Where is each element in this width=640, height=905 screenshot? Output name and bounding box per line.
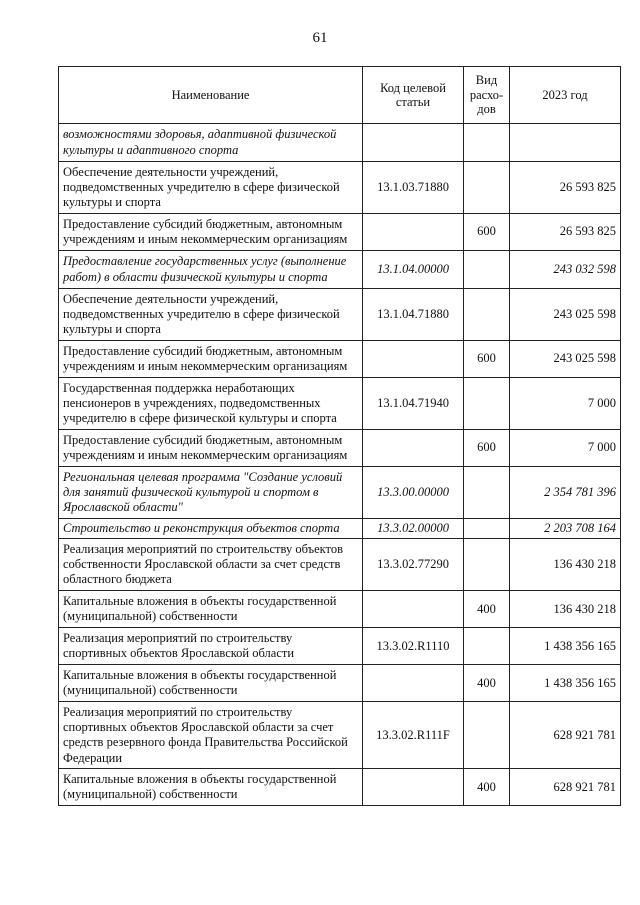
row-amount-cell: 243 032 598 (510, 251, 621, 289)
table-row (59, 289, 621, 341)
header-name: Наименование (59, 67, 363, 124)
table-header-row (59, 67, 621, 124)
row-name-cell: Обеспечение деятельности учреждений, подведомственных учредителю в сфере физической культуры и спорта (59, 162, 363, 214)
row-code-cell (363, 214, 464, 251)
table-row (59, 430, 621, 467)
row-name-cell: Реализация мероприятий по строительству спортивных объектов Ярославской области за счет средств резервного фонда Правительства Российской Федерации (59, 702, 363, 769)
row-code-cell: 13.1.04.71940 (363, 378, 464, 430)
table-row (59, 539, 621, 591)
page-number: 61 (312, 30, 328, 46)
row-code-cell (363, 591, 464, 628)
table-row (59, 702, 621, 769)
row-code-cell: 13.1.04.00000 (363, 251, 464, 289)
budget-table (58, 66, 621, 806)
row-code-cell (363, 665, 464, 702)
row-name-cell: Реализация мероприятий по строительству спортивных объектов Ярославской области (59, 628, 363, 665)
row-expense-type-cell (464, 378, 510, 430)
row-expense-type-cell: 400 (464, 769, 510, 806)
row-amount-cell (510, 124, 621, 162)
row-name-cell: Капитальные вложения в объекты государственной (муниципальной) собственности (59, 591, 363, 628)
table-row (59, 665, 621, 702)
row-amount-cell: 26 593 825 (510, 162, 621, 214)
table-row (59, 628, 621, 665)
row-expense-type-cell: 400 (464, 591, 510, 628)
row-amount-cell: 136 430 218 (510, 539, 621, 591)
row-code-cell: 13.1.03.71880 (363, 162, 464, 214)
row-amount-cell: 243 025 598 (510, 289, 621, 341)
row-name-cell: Региональная целевая программа "Создание условий для занятий физической культурой и спортом в Ярославской области" (59, 467, 363, 519)
row-expense-type-cell (464, 162, 510, 214)
row-name-cell: Капитальные вложения в объекты государственной (муниципальной) собственности (59, 769, 363, 806)
row-expense-type-cell (464, 539, 510, 591)
table-row (59, 251, 621, 289)
row-expense-type-cell (464, 702, 510, 769)
row-expense-type-cell (464, 124, 510, 162)
row-name-cell: Государственная поддержка неработающих пенсионеров в учреждениях, подведомственных учредителю в сфере физической культуры и спорта (59, 378, 363, 430)
row-name-cell: Капитальные вложения в объекты государственной (муниципальной) собственности (59, 665, 363, 702)
row-code-cell (363, 430, 464, 467)
row-code-cell (363, 769, 464, 806)
row-expense-type-cell: 600 (464, 341, 510, 378)
row-name-cell: Предоставление субсидий бюджетным, автономным учреждениям и иным некоммерческим организациям (59, 430, 363, 467)
row-expense-type-cell (464, 628, 510, 665)
table-body (59, 124, 621, 806)
row-amount-cell: 628 921 781 (510, 769, 621, 806)
table-row (59, 769, 621, 806)
row-name-cell: Строительство и реконструкция объектов спорта (59, 519, 363, 539)
row-expense-type-cell (464, 519, 510, 539)
header-code: Код целевой статьи (363, 67, 464, 124)
row-expense-type-cell: 600 (464, 214, 510, 251)
table-row (59, 124, 621, 162)
table-row (59, 214, 621, 251)
row-expense-type-cell: 600 (464, 430, 510, 467)
row-code-cell (363, 124, 464, 162)
row-amount-cell: 2 354 781 396 (510, 467, 621, 519)
row-name-cell: Предоставление субсидий бюджетным, автономным учреждениям и иным некоммерческим организациям (59, 341, 363, 378)
row-name-cell: Предоставление субсидий бюджетным, автономным учреждениям и иным некоммерческим организациям (59, 214, 363, 251)
row-amount-cell: 26 593 825 (510, 214, 621, 251)
table-row (59, 378, 621, 430)
row-expense-type-cell (464, 289, 510, 341)
row-amount-cell: 243 025 598 (510, 341, 621, 378)
row-expense-type-cell (464, 467, 510, 519)
table-row (59, 162, 621, 214)
row-code-cell (363, 341, 464, 378)
row-name-cell: Обеспечение деятельности учреждений, подведомственных учредителю в сфере физической культуры и спорта (59, 289, 363, 341)
table-row (59, 591, 621, 628)
table-row (59, 467, 621, 519)
row-amount-cell: 7 000 (510, 430, 621, 467)
header-year: 2023 год (510, 67, 621, 124)
header-expense-type: Вид расхо-дов (464, 67, 510, 124)
row-expense-type-cell: 400 (464, 665, 510, 702)
row-name-cell: Реализация мероприятий по строительству объектов собственности Ярославской области за счет средств областного бюджета (59, 539, 363, 591)
row-code-cell: 13.3.02.R111F (363, 702, 464, 769)
row-name-cell: возможностями здоровья, адаптивной физической культуры и адаптивного спорта (59, 124, 363, 162)
row-amount-cell: 7 000 (510, 378, 621, 430)
row-code-cell: 13.3.02.R1110 (363, 628, 464, 665)
row-amount-cell: 136 430 218 (510, 591, 621, 628)
row-amount-cell: 628 921 781 (510, 702, 621, 769)
row-code-cell: 13.3.02.00000 (363, 519, 464, 539)
row-amount-cell: 1 438 356 165 (510, 628, 621, 665)
table-row (59, 341, 621, 378)
row-code-cell: 13.3.02.77290 (363, 539, 464, 591)
row-amount-cell: 2 203 708 164 (510, 519, 621, 539)
row-code-cell: 13.3.00.00000 (363, 467, 464, 519)
row-code-cell: 13.1.04.71880 (363, 289, 464, 341)
row-amount-cell: 1 438 356 165 (510, 665, 621, 702)
row-expense-type-cell (464, 251, 510, 289)
table-row (59, 519, 621, 539)
row-name-cell: Предоставление государственных услуг (выполнение работ) в области физической культуры и спорта (59, 251, 363, 289)
